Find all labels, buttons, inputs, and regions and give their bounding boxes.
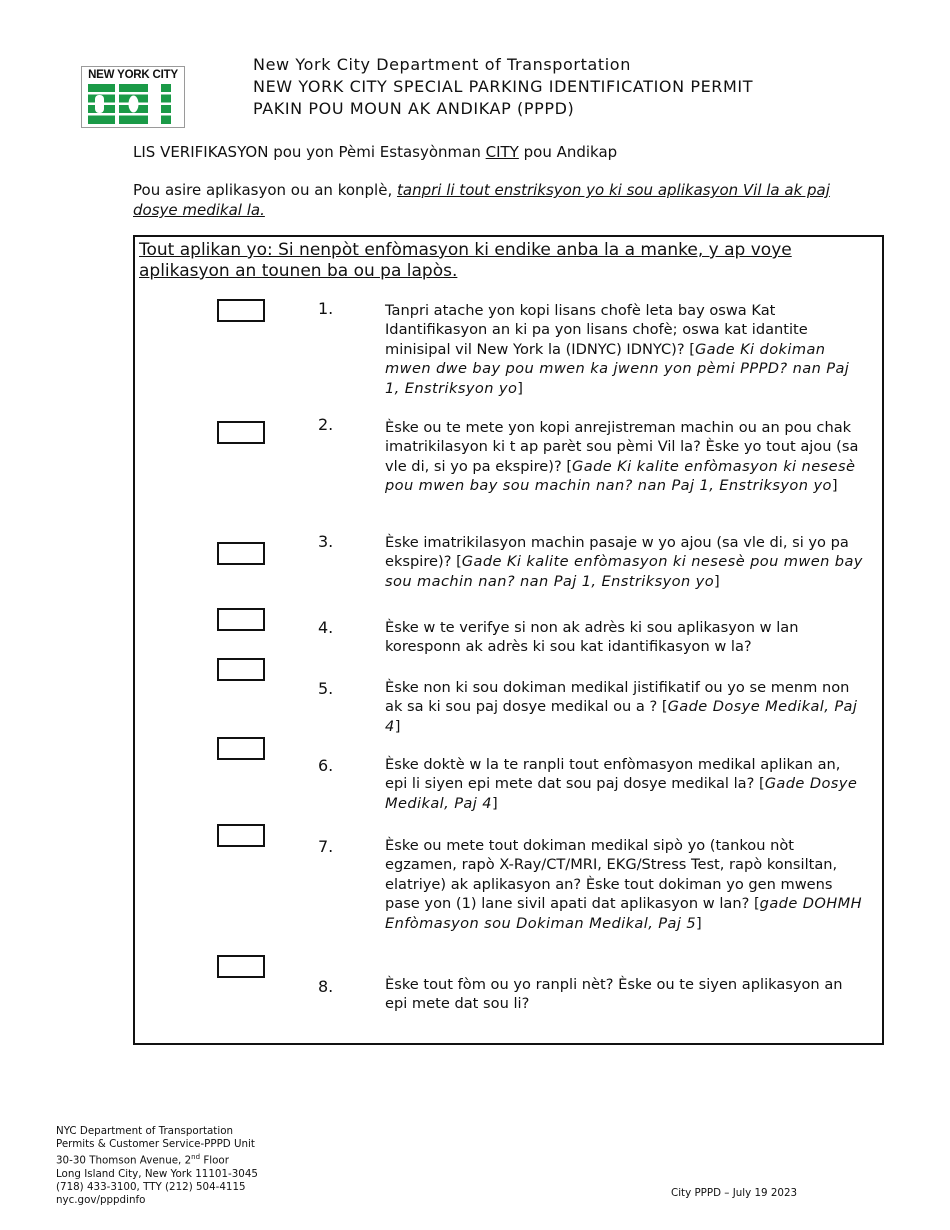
- checkbox-item-3[interactable]: [217, 542, 265, 565]
- item-number: 8.: [318, 977, 334, 996]
- item-reference: Gade Dosye Medikal, Paj 4: [385, 698, 858, 735]
- item-text: [385, 533, 865, 591]
- item-number: 6.: [318, 756, 334, 775]
- header-agency: New York City Department of Transportation: [253, 55, 631, 74]
- checklist-title-pre: LIS VERIFIKASYON pou yon Pèmi Estasyònman: [133, 143, 486, 161]
- footer-address: [56, 1125, 258, 1208]
- item-body: Tanpri atache yon kopi lisans chofè leta bay oswa Kat Idantifikasyon an ki pa yon lisans chofè; oswa kat idantite minisipal vil New York la (IDNYC) IDNYC)? [: [385, 302, 808, 358]
- header-subtitle: PAKIN POU MOUN AK ANDIKAP (PPPD): [253, 99, 575, 118]
- logo-top-text: NEW YORK CITY: [88, 69, 178, 81]
- checkbox-item-8[interactable]: [217, 955, 265, 978]
- intro-paragraph: [133, 180, 843, 220]
- item-text: [385, 301, 865, 398]
- item-body: Èske imatrikilasyon machin pasaje w yo ajou (sa vle di, si yo pa ekspire)? [: [385, 534, 849, 571]
- dot-wordmark-icon: [85, 84, 181, 124]
- checkbox-item-4[interactable]: [217, 608, 265, 631]
- item-number: 2.: [318, 415, 334, 434]
- footer-floor-sup: nd: [191, 1153, 201, 1162]
- checkbox-item-7[interactable]: [217, 824, 265, 847]
- item-number: 1.: [318, 299, 334, 318]
- form-version: City PPPD – July 19 2023: [671, 1187, 798, 1199]
- item-body: Èske ou mete tout dokiman medikal sipò yo (tankou nòt egzamen, rapò X-Ray/CT/MRI, EKG/Stress Test, rapò konsiltan, elatriye) ak aplikasyon an? Èske tout dokiman yo gen mwens pase yon (1) lane sivil apati dat aplikasyon w lan? [: [385, 837, 838, 913]
- checklist-title: [133, 142, 617, 162]
- item-ref-close: ]: [714, 572, 720, 590]
- checklist-title-post: pou Andikap: [518, 143, 618, 161]
- nyc-dot-logo: [81, 66, 185, 128]
- item-body: Èske w te verifye si non ak adrès ki sou aplikasyon w lan koresponn ak adrès ki sou kat idantifikasyon w la?: [385, 619, 799, 656]
- item-text: [385, 755, 865, 813]
- item-text: [385, 618, 865, 657]
- item-number: 7.: [318, 837, 334, 856]
- checklist-title-city: CITY: [485, 143, 519, 161]
- footer-line: NYC Department of Transportation: [56, 1125, 234, 1137]
- item-text: [385, 975, 865, 1014]
- item-number: 3.: [318, 532, 334, 551]
- item-body: Èske ou te mete yon kopi anrejistreman machin ou an pou chak imatrikilasyon ki t ap parèt sou pèmi Vil la? Èske yo tout ajou (sa vle di, si yo pa ekspire)? [: [385, 419, 859, 475]
- item-text: [385, 418, 865, 496]
- item-reference: Gade Ki dokiman mwen dwe bay pou mwen ka jwenn yon pèmi PPPD? nan Paj 1, Enstriksyon yo: [385, 340, 850, 397]
- footer-line: Permits & Customer Service-PPPD Unit: [56, 1138, 255, 1151]
- item-number: 4.: [318, 618, 334, 637]
- checkbox-item-5[interactable]: [217, 658, 265, 681]
- item-body: Èske non ki sou dokiman medikal jistifikatif ou yo se menm non ak sa ki sou paj dosye medikal ou a ? [: [385, 679, 850, 716]
- item-reference: Gade Dosye Medikal, Paj 4: [385, 775, 858, 812]
- item-reference: gade DOHMH Enfòmasyon sou Dokiman Medikal, Paj 5: [385, 895, 863, 932]
- footer-street: 30-30 Thomson Avenue, 2: [56, 1154, 192, 1167]
- footer-line: Long Island City, New York 11101-3045: [56, 1168, 258, 1181]
- intro-emphasis: tanpri li tout enstriksyon yo ki sou aplikasyon Vil la ak paj dosye medikal la.: [133, 181, 830, 219]
- item-body: Èske doktè w la te ranpli tout enfòmasyon medikal aplikan an, epi li siyen epi mete dat sou paj dosye medikal la? [: [385, 756, 841, 793]
- item-ref-close: ]: [517, 379, 523, 397]
- item-reference: Gade Ki kalite enfòmasyon ki nesesè pou mwen bay sou machin nan? nan Paj 1, Enstriksyon yo: [385, 457, 856, 495]
- footer-link[interactable]: nyc.gov/pppdinfo: [56, 1194, 146, 1207]
- item-text: [385, 678, 865, 736]
- footer-line: [56, 1151, 258, 1168]
- header-title: NEW YORK CITY SPECIAL PARKING IDENTIFICATION PERMIT: [253, 77, 754, 96]
- checkbox-item-1[interactable]: [217, 299, 265, 322]
- item-ref-close: ]: [394, 717, 401, 735]
- item-number: 5.: [318, 679, 334, 698]
- footer-line: (718) 433-3100, TTY (212) 504-4115: [56, 1181, 246, 1194]
- footer-floor: Floor: [200, 1154, 229, 1167]
- item-text: [385, 836, 865, 933]
- checkbox-item-2[interactable]: [217, 421, 265, 444]
- item-ref-close: ]: [696, 914, 702, 932]
- item-ref-close: ]: [831, 477, 838, 495]
- item-body: Èske tout fòm ou yo ranpli nèt? Èske ou te siyen aplikasyon an epi mete dat sou li?: [385, 976, 843, 1013]
- item-ref-close: ]: [491, 794, 498, 812]
- checkbox-item-6[interactable]: [217, 737, 265, 760]
- intro-pre: Pou asire aplikasyon ou an konplè,: [133, 181, 397, 199]
- item-reference: Gade Ki kalite enfòmasyon ki nesesè pou mwen bay sou machin nan? nan Paj 1, Enstriksyon yo: [385, 553, 863, 590]
- box-heading: Tout aplikan yo: Si nenpòt enfòmasyon ki endike anba la a manke, y ap voye aplikasyon an tounen ba ou pa lapòs.: [139, 240, 792, 281]
